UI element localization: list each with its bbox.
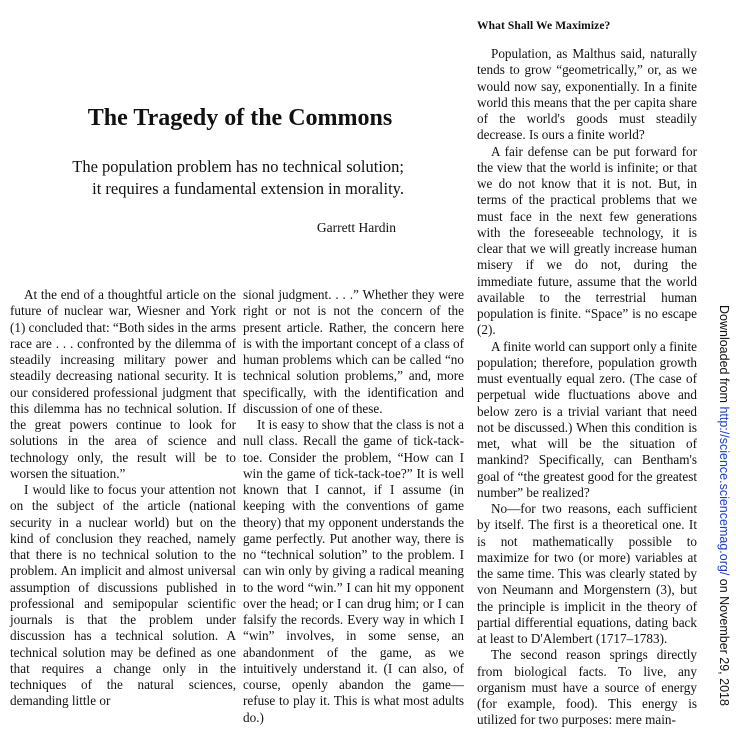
running-head: What Shall We Maximize? [477,20,611,32]
column-right [477,46,697,728]
column-middle [243,287,464,725]
article-title: The Tragedy of the Commons [87,105,393,131]
download-suffix: on November 29, 2018 [717,575,731,706]
paragraph: The second reason springs directly from biological facts. To live, any organism must have a source of energy (for example, food). This energy is utilized for two purposes: mere main- [477,647,697,728]
download-prefix: Downloaded from [717,305,731,407]
download-notice [717,305,731,706]
paragraph: I would like to focus your attention not on the subject of the article (national security in a nuclear world) but on the kind of conclusion they reached, namely that there is no technical solution to the problem. An implicit and almost universal assumption of discussions published in professional and semipopular scientific journals is that the problem under discussion has a technical solution. A technical solution may be defined as one that requires a change only in the techniques of the natural sciences, demanding little or [10,482,236,709]
paragraph: A finite world can support only a finite population; therefore, population growth must eventually equal zero. (The case of perpetual wide fluctuations above and below zero is a trivial variant that need not be discussed.) When this condition is met, what will be the situation of mankind? Specifically, can Bentham's goal of “the greatest good for the greatest number” be realized? [477,338,697,500]
paragraph: At the end of a thoughtful article on the future of nuclear war, Wiesner and York (1) concluded that: “Both sides in the arms race are . . . confronted by the dilemma of steadily increasing military power and steadily decreasing national security. It is our considered professional judgment that this dilemma has no technical solution. If the great powers continue to look for solutions in the area of science and technology only, the result will be to worsen the situation.” [10,287,236,481]
paragraph: sional judgment. . . .” Whether they were right or not is not the concern of the present article. Rather, the concern here is with the important concept of a class of human problems which can be called “no technical solution problems,” and, more specifically, with the identification and discussion of one of these. [243,287,464,416]
subtitle-line: it requires a fundamental extension in morality. [92,178,404,198]
source-link[interactable]: http://science.sciencemag.org/ [717,406,731,576]
author-name: Garrett Hardin [316,220,396,235]
paragraph: No—for two reasons, each sufficient by itself. The first is a theoretical one. It is not mathematically possible to maximize for two (or more) variables at the same time. This was clearly stated by von Neumann and Morgenstern (3), but the principle is implicit in the theory of partial differential equations, dating back at least to D'Alembert (1717–1783). [477,501,697,646]
paragraph: A fair defense can be put forward for the view that the world is infinite; or that we do not know that it is not. But, in terms of the practical problems that we must face in the next few generations with the foreseeable technology, it is clear that we will greatly increase human misery if we do not, during the immediate future, assume that the world available to the terrestrial human population is finite. “Space” is no escape (2). [477,143,697,338]
paragraph: Population, as Malthus said, naturally tends to grow “geometrically,” or, as we would now say, exponentially. In a finite world this means that the per capita share of the world's goods must steadily decrease. Is ours a finite world? [477,46,697,143]
paragraph: It is easy to show that the class is not a null class. Recall the game of tick-tack-toe. Consider the problem, “How can I win the game of tick-tack-toe?” It is well known that I cannot, if I assume (in keeping with the conventions of game theory) that my opponent understands the game perfectly. Put another way, there is no “technical solution” to the problem. I can win only by giving a radical meaning to the word “win.” I can hit my opponent over the head; or I can drug him; or I can falsify the records. Every way in which I “win” involves, in some sense, an abandonment of the game, as we intuitively understand it. (I can also, of course, openly abandon the game—refuse to play it. This is what most adults do.) [243,417,464,725]
article-subtitle [40,156,404,199]
subtitle-line: The population problem has no technical solution; [72,157,404,176]
column-left [10,287,236,709]
